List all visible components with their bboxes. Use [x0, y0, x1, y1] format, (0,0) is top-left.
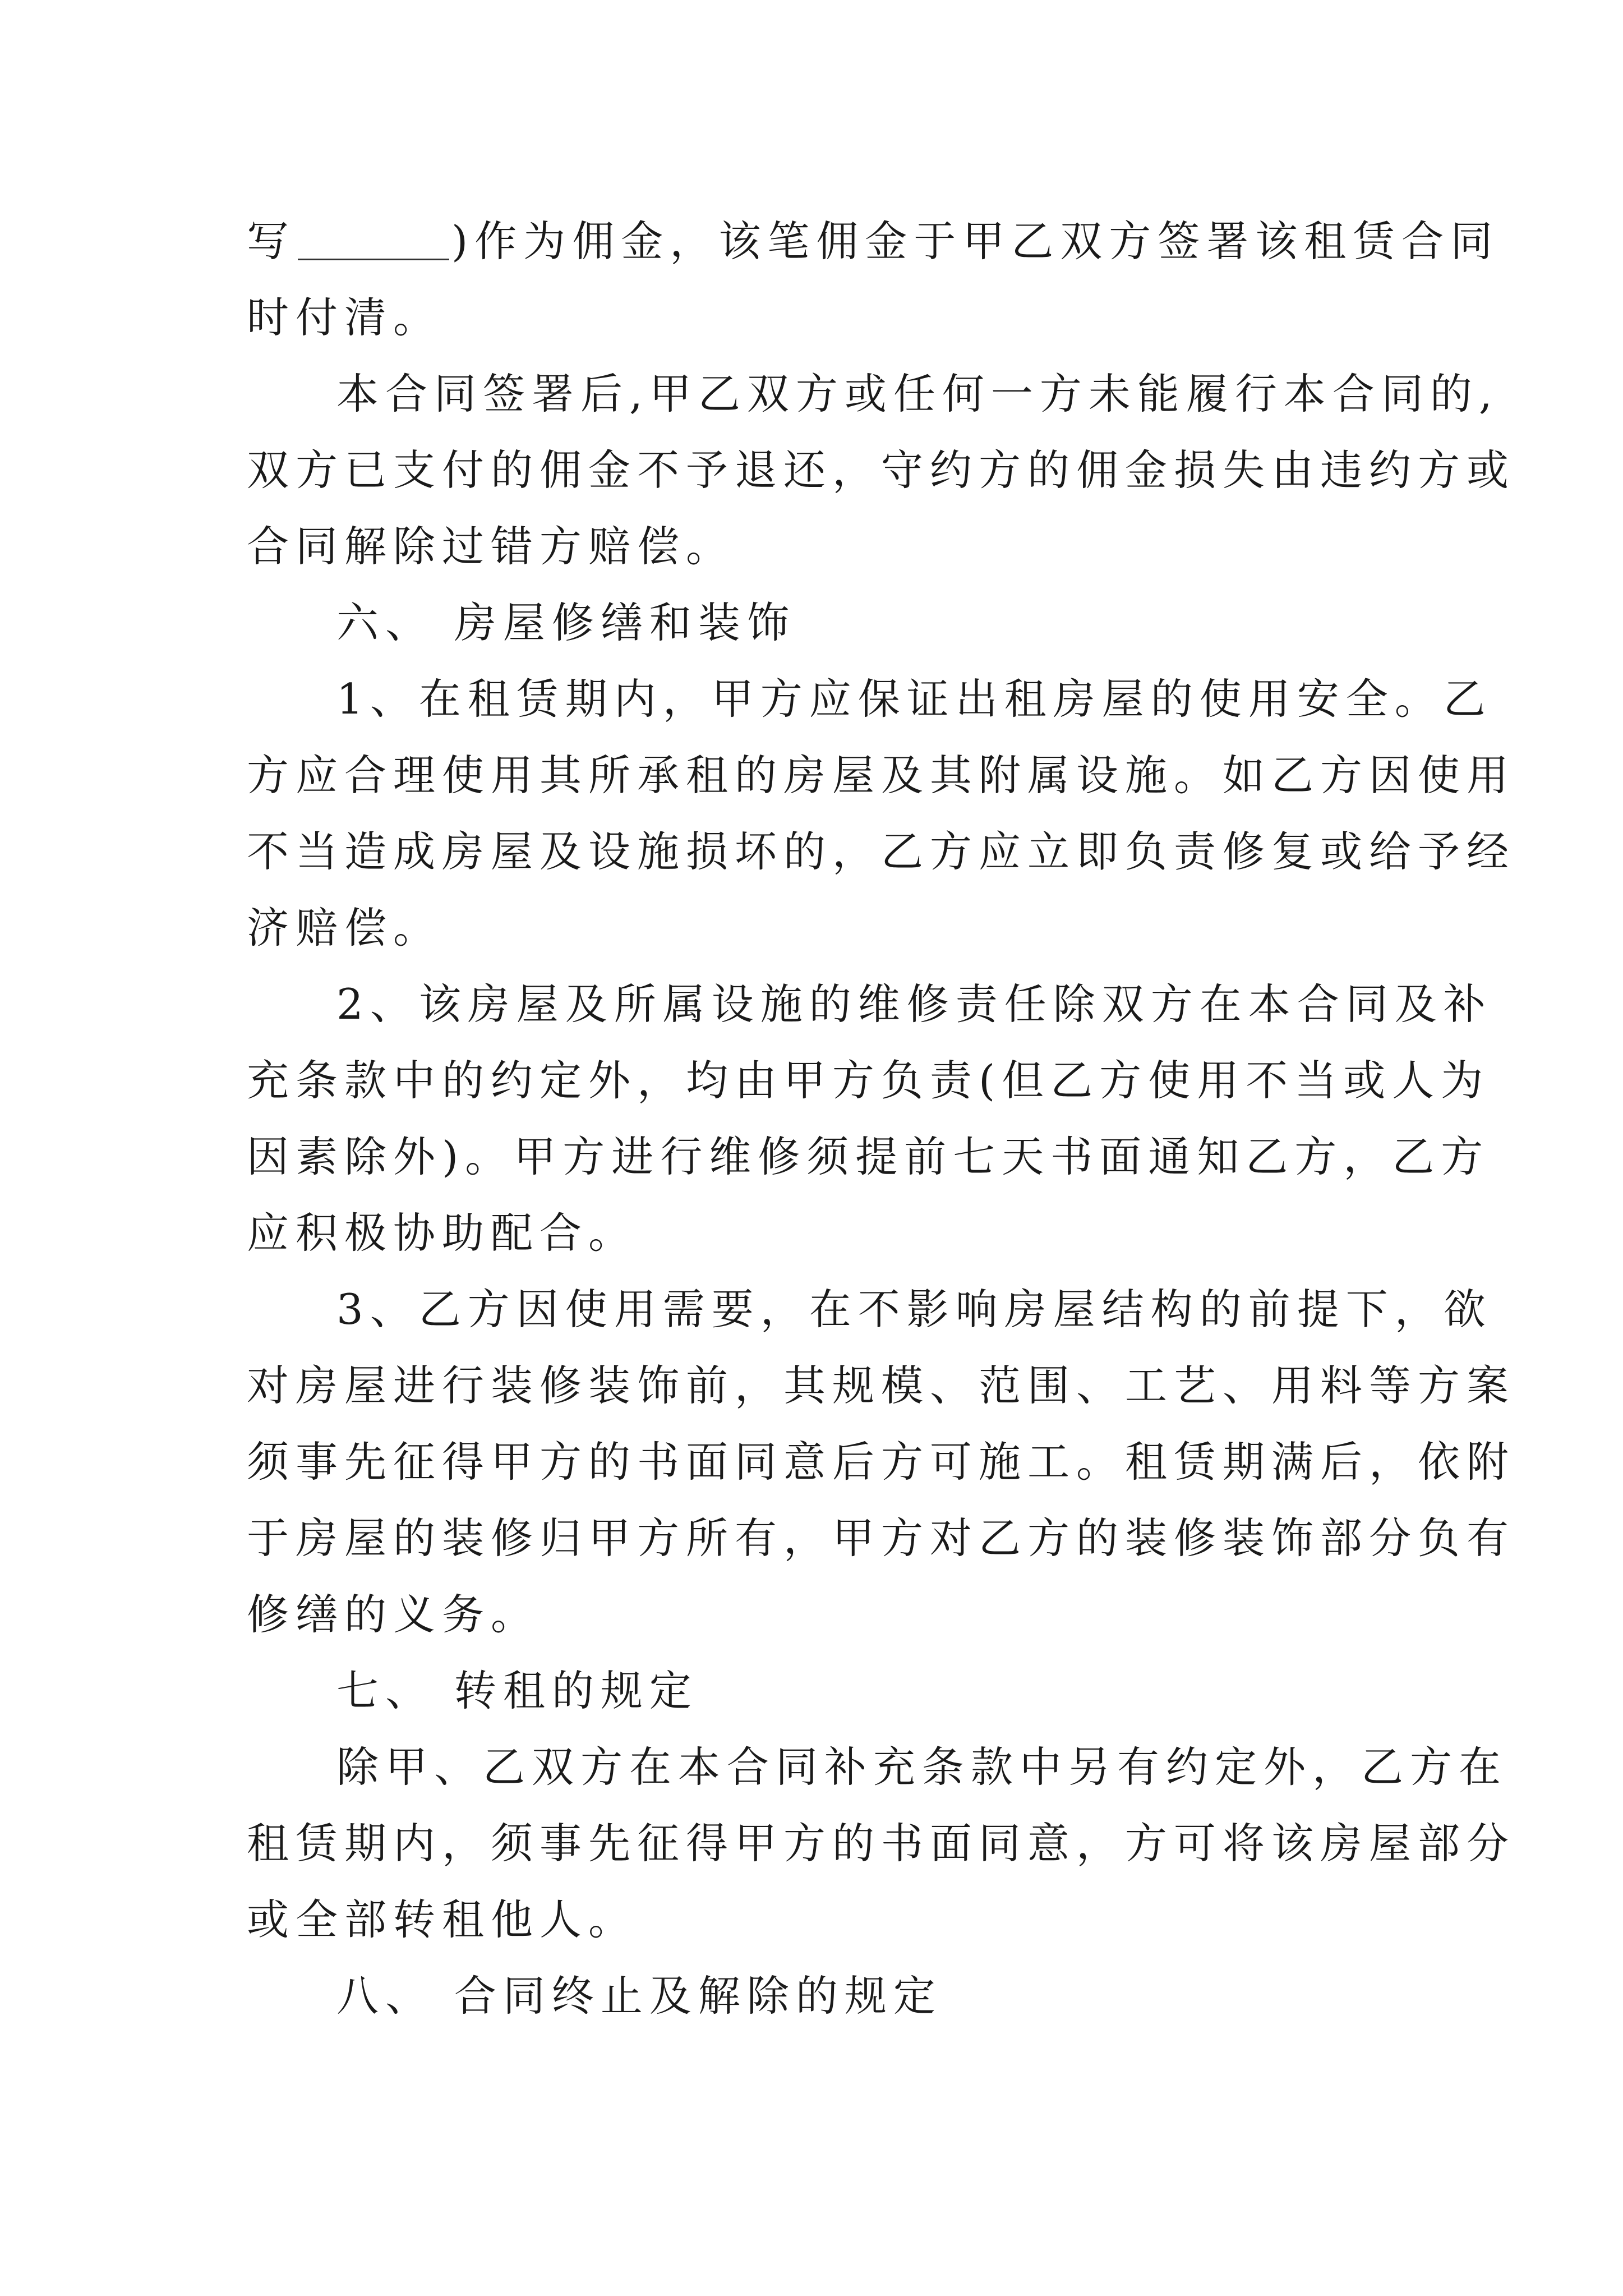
text-line-2: 时付清。 [247, 293, 442, 342]
text-line-8: 方应合理使用其所承租的房屋及其附属设施。如乙方因使用 [247, 751, 1516, 800]
text-line-11: 2、该房屋及所属设施的维修责任除双方在本合同及补 [336, 979, 1492, 1029]
text-line-22: 租赁期内，须事先征得甲方的书面同意，方可将该房屋部分 [247, 1819, 1516, 1868]
text-line-15: 3、乙方因使用需要，在不影响房屋结构的前提下，欲 [336, 1285, 1492, 1334]
text-line-14: 应积极协助配合。 [247, 1208, 638, 1258]
text-line-13: 因素除外)。甲方进行维修须提前七天书面通知乙方，乙方 [247, 1132, 1490, 1181]
text-line-9: 不当造成房屋及设施损坏的，乙方应立即负责修复或给予经 [247, 827, 1516, 876]
section-heading-8: 八、 合同终止及解除的规定 [336, 1971, 942, 2021]
section-heading-6: 六、 房屋修缮和装饰 [336, 598, 796, 647]
text-line-5: 合同解除过错方赔偿。 [247, 522, 735, 571]
blank-field [298, 219, 449, 260]
text-line-3: 本合同签署后,甲乙双方或任何一方未能履行本合同的, [336, 369, 1499, 418]
section-heading-7: 七、 转租的规定 [336, 1666, 698, 1715]
text-line-21: 除甲、乙双方在本合同补充条款中另有约定外，乙方在 [336, 1742, 1508, 1792]
text-line-10: 济赔偿。 [247, 903, 442, 953]
text-line-4: 双方已支付的佣金不予退还，守约方的佣金损失由违约方或 [247, 445, 1516, 495]
text-line-18: 于房屋的装修归甲方所有，甲方对乙方的装修装饰部分负有 [247, 1513, 1516, 1563]
text-line-1-start: 写 [247, 217, 296, 266]
text-line-12: 充条款中的约定外，均由甲方负责(但乙方使用不当或人为 [247, 1056, 1490, 1105]
text-line-23: 或全部转租他人。 [247, 1895, 638, 1944]
text-line-7: 1、在租赁期内，甲方应保证出租房屋的使用安全。乙 [336, 674, 1492, 724]
text-line-16: 对房屋进行装修装饰前，其规模、范围、工艺、用料等方案 [247, 1361, 1516, 1410]
text-line-19: 修缮的义务。 [247, 1590, 540, 1639]
text-line-17: 须事先征得甲方的书面同意后方可施工。租赁期满后，依附 [247, 1437, 1516, 1487]
text-line-1 [247, 213, 1499, 269]
text-line-1-end: )作为佣金，该笔佣金于甲乙双方签署该租赁合同 [451, 217, 1500, 266]
